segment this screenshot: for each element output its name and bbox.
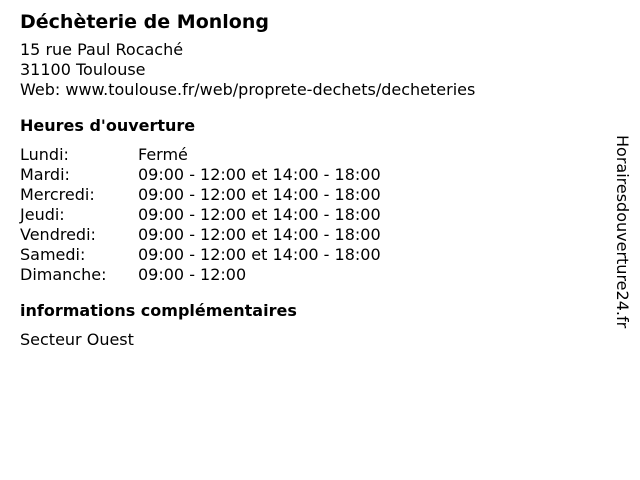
- day-label: Lundi:: [20, 145, 69, 164]
- brand-watermark-text: Horairesdouverture24.fr: [613, 135, 632, 329]
- day-hours: 09:00 - 12:00 et 14:00 - 18:00: [138, 245, 381, 264]
- opening-hours-heading: Heures d'ouverture: [20, 116, 196, 135]
- address-city: 31100 Toulouse: [20, 60, 146, 79]
- day-label: Vendredi:: [20, 225, 96, 244]
- opening-hours-table: [20, 145, 600, 285]
- day-label: Mardi:: [20, 165, 70, 184]
- hours-row-dimanche: [20, 265, 600, 285]
- hours-row-samedi: [20, 245, 600, 265]
- hours-row-jeudi: [20, 205, 600, 225]
- day-hours: 09:00 - 12:00 et 14:00 - 18:00: [138, 165, 381, 184]
- day-label: Samedi:: [20, 245, 86, 264]
- additional-info-heading: informations complémentaires: [20, 301, 297, 320]
- additional-info-text: Secteur Ouest: [20, 330, 134, 349]
- brand-watermark: [612, 135, 632, 375]
- day-label: Dimanche:: [20, 265, 107, 284]
- place-title: Déchèterie de Monlong: [20, 11, 269, 33]
- day-label: Jeudi:: [20, 205, 65, 224]
- day-label: Mercredi:: [20, 185, 95, 204]
- website-line: Web: www.toulouse.fr/web/proprete-dechets/decheteries: [20, 80, 476, 99]
- hours-row-mardi: [20, 165, 600, 185]
- hours-row-vendredi: [20, 225, 600, 245]
- hours-row-lundi: [20, 145, 600, 165]
- day-hours: Fermé: [138, 145, 188, 164]
- day-hours: 09:00 - 12:00 et 14:00 - 18:00: [138, 205, 381, 224]
- address-street: 15 rue Paul Rocaché: [20, 40, 184, 59]
- hours-row-mercredi: [20, 185, 600, 205]
- place-card: [20, 10, 600, 350]
- day-hours: 09:00 - 12:00: [138, 265, 247, 284]
- day-hours: 09:00 - 12:00 et 14:00 - 18:00: [138, 225, 381, 244]
- day-hours: 09:00 - 12:00 et 14:00 - 18:00: [138, 185, 381, 204]
